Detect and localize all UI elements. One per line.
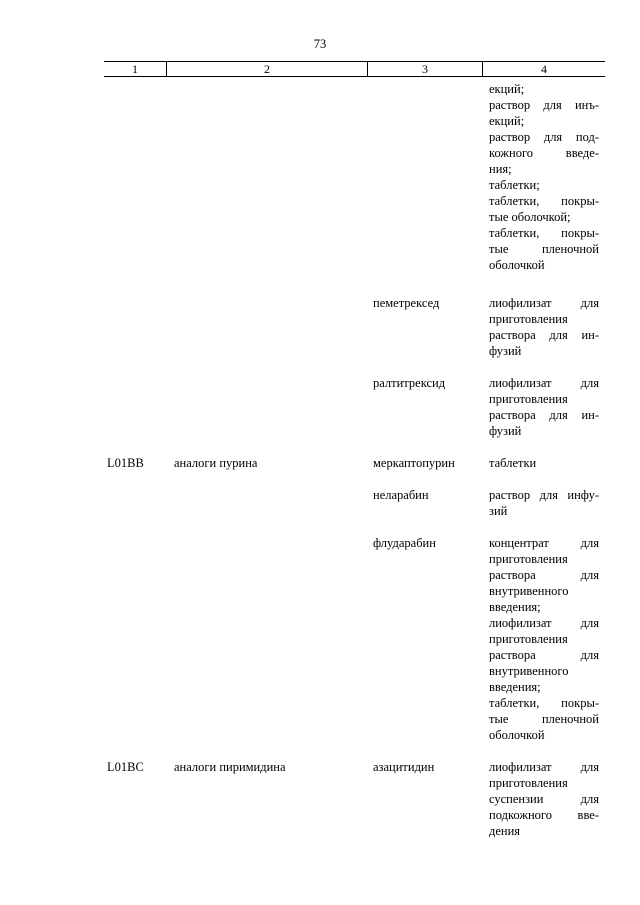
- dosage-form-line: приготовления: [489, 312, 568, 326]
- dosage-forms: [489, 375, 599, 439]
- dosage-form-line: приготовления: [489, 776, 568, 790]
- dosage-form-line: ния;: [489, 162, 512, 176]
- column-header-4: 4: [482, 62, 605, 76]
- dosage-form-line: тые пленочной: [489, 712, 599, 726]
- dosage-forms: [489, 295, 599, 359]
- dosage-form-line: приготовления: [489, 552, 568, 566]
- anatomical-therapeutic-group: аналоги пурина: [174, 456, 258, 470]
- drug-name: пеметрексед: [373, 296, 440, 310]
- dosage-form-line: оболочкой: [489, 728, 545, 742]
- dosage-form-line: таблетки, покры-: [489, 696, 599, 710]
- dosage-form-line: внутривенного: [489, 584, 569, 598]
- dosage-form-line: таблетки: [489, 456, 537, 470]
- table-header: [104, 61, 605, 77]
- dosage-form-line: внутривенного: [489, 664, 569, 678]
- dosage-form-line: раствор для под-: [489, 130, 599, 144]
- dosage-form-line: фузий: [489, 344, 522, 358]
- dosage-form-line: приготовления: [489, 392, 568, 406]
- page-number: 73: [313, 37, 327, 51]
- dosage-form-line: раствора для: [489, 648, 599, 662]
- column-header-3: 3: [367, 62, 482, 76]
- continued-dosage-forms: [489, 81, 599, 273]
- drug-name: флударабин: [373, 536, 436, 550]
- dosage-forms: [489, 535, 599, 743]
- dosage-forms: [489, 455, 599, 471]
- atc-code: L01BB: [107, 456, 144, 470]
- dosage-form-line: раствора для ин-: [489, 328, 599, 342]
- dosage-form-line: раствор для инъ-: [489, 98, 599, 112]
- atc-code: L01BC: [107, 760, 144, 774]
- dosage-form-line: лиофилизат для: [489, 296, 599, 310]
- dosage-form-line: приготовления: [489, 632, 568, 646]
- dosage-form-line: лиофилизат для: [489, 376, 599, 390]
- drug-name: меркаптопурин: [373, 456, 455, 470]
- dosage-form-line: лиофилизат для: [489, 760, 599, 774]
- drug-name: азацитидин: [373, 760, 435, 774]
- dosage-form-line: введения;: [489, 680, 541, 694]
- dosage-form-line: зий: [489, 504, 508, 518]
- drug-name: ралтитрексид: [373, 376, 446, 390]
- dosage-form-line: оболочкой: [489, 258, 545, 272]
- dosage-form-line: тые пленочной: [489, 242, 599, 256]
- dosage-form-line: суспензии для: [489, 792, 599, 806]
- dosage-forms: [489, 487, 599, 519]
- dosage-form-line: екций;: [489, 82, 525, 96]
- dosage-form-line: лиофилизат для: [489, 616, 599, 630]
- dosage-form-line: таблетки;: [489, 178, 540, 192]
- dosage-form-line: екций;: [489, 114, 525, 128]
- dosage-form-line: введения;: [489, 600, 541, 614]
- column-header-1: 1: [132, 62, 138, 76]
- dosage-form-line: дения: [489, 824, 521, 838]
- dosage-forms: [489, 759, 599, 839]
- dosage-form-line: концентрат для: [489, 536, 599, 550]
- dosage-form-line: раствора для: [489, 568, 599, 582]
- dosage-form-line: раствора для ин-: [489, 408, 599, 422]
- drug-name: неларабин: [373, 488, 429, 502]
- dosage-form-line: раствор для инфу-: [489, 488, 599, 502]
- dosage-form-line: тые оболочкой;: [489, 210, 571, 224]
- dosage-form-line: подкожного вве-: [489, 808, 599, 822]
- dosage-form-line: таблетки, покры-: [489, 194, 599, 208]
- dosage-form-line: таблетки, покры-: [489, 226, 599, 240]
- column-header-2: 2: [166, 62, 367, 76]
- anatomical-therapeutic-group: аналоги пиримидина: [174, 760, 286, 774]
- dosage-form-line: кожного введе-: [489, 146, 599, 160]
- dosage-form-line: фузий: [489, 424, 522, 438]
